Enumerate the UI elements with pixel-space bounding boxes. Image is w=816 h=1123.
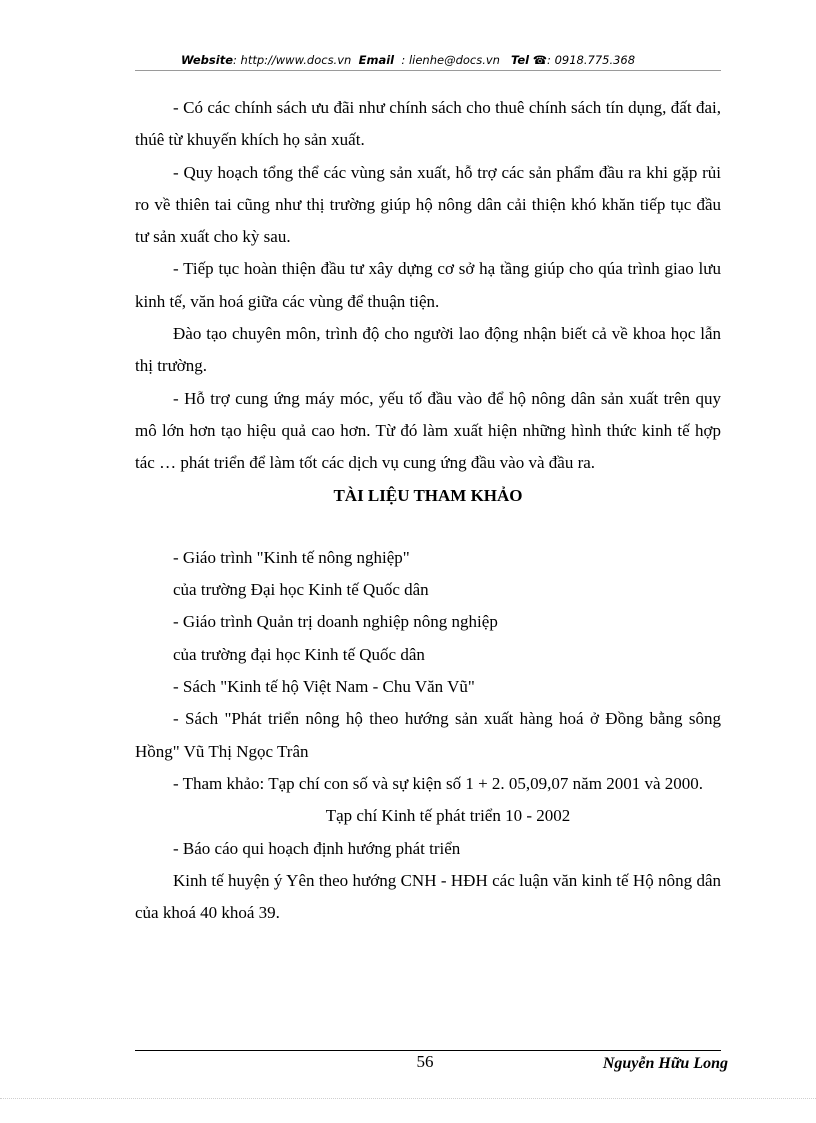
references-title: TÀI LIỆU THAM KHẢO	[333, 485, 523, 505]
tel-label: Tel	[510, 53, 530, 67]
email-value: : lienhe@docs.vn	[401, 53, 500, 67]
reference-item: - Báo cáo qui hoạch định hướng phát triển	[173, 838, 461, 858]
email-label: Email	[358, 53, 395, 67]
reference-item: Kinh tế huyện ý Yên theo hướng CNH - HĐH các luận văn kinh tế Hộ nông dân của khoá 40 khoá 39.	[135, 870, 721, 923]
reference-item: - Giáo trình Quản trị doanh nghiệp nông nghiệp	[173, 612, 498, 632]
document-body	[135, 92, 721, 929]
paragraph-2: - Quy hoạch tổng thể các vùng sản xuất, hỗ trợ các sản phẩm đầu ra khi gặp rủi ro về thiên tai cũng như thị trường giúp hộ nông dân cải thiện khó khăn tiếp tục đầu tư sản xuất cho kỳ sau.	[135, 162, 721, 247]
reference-item: của trường đại học Kinh tế Quốc dân	[173, 644, 425, 664]
header-divider	[135, 70, 721, 71]
phone-icon: ☎	[532, 53, 548, 67]
author-signature: Nguyễn Hữu Long	[602, 1055, 728, 1072]
paragraph-4: Đào tạo chuyên môn, trình độ cho người lao động nhận biết cả về khoa học lẫn thị trường.	[135, 324, 721, 376]
page-number: 56	[416, 1052, 434, 1071]
reference-item: - Giáo trình "Kinh tế nông nghiệp"	[173, 547, 410, 567]
reference-item: - Sách "Kinh tế hộ Việt Nam - Chu Văn Vũ"	[173, 677, 475, 697]
reference-item: của trường Đại học Kinh tế Quốc dân	[173, 580, 429, 600]
page-header	[0, 53, 816, 67]
reference-item: Tạp chí Kinh tế phát triển 10 - 2002	[325, 806, 571, 826]
website-label: Website	[180, 53, 234, 67]
spacer	[135, 512, 721, 542]
footer-divider	[135, 1050, 721, 1051]
tel-value: : 0918.775.368	[547, 53, 636, 67]
reference-item: - Tham khảo: Tạp chí con số và sự kiện số 1 + 2. 05,09,07 năm 2001 và 2000.	[173, 773, 703, 793]
website-value: : http://www.docs.vn	[233, 53, 352, 67]
page-bottom-border	[0, 1098, 816, 1099]
paragraph-5: - Hỗ trợ cung ứng máy móc, yếu tố đầu vào để hộ nông dân sản xuất trên quy mô lớn hơn tạo hiệu quả cao hơn. Từ đó làm xuất hiện những hình thức kinh tế hợp tác … phát triển để làm tốt các dịch vụ cung ứng đầu vào và đầu ra.	[135, 388, 721, 473]
paragraph-1: - Có các chính sách ưu đãi như chính sách cho thuê chính sách tín dụng, đất đai, thúê từ khuyến khích họ sản xuất.	[135, 98, 721, 150]
reference-item: - Sách "Phát triển nông hộ theo hướng sản xuất hàng hoá ở Đồng bằng sông Hồng" Vũ Thị Ngọc Trân	[135, 709, 721, 761]
paragraph-3: - Tiếp tục hoàn thiện đầu tư xây dựng cơ sở hạ tầng giúp cho qúa trình giao lưu kinh tế, văn hoá giữa các vùng để thuận tiện.	[135, 259, 721, 311]
